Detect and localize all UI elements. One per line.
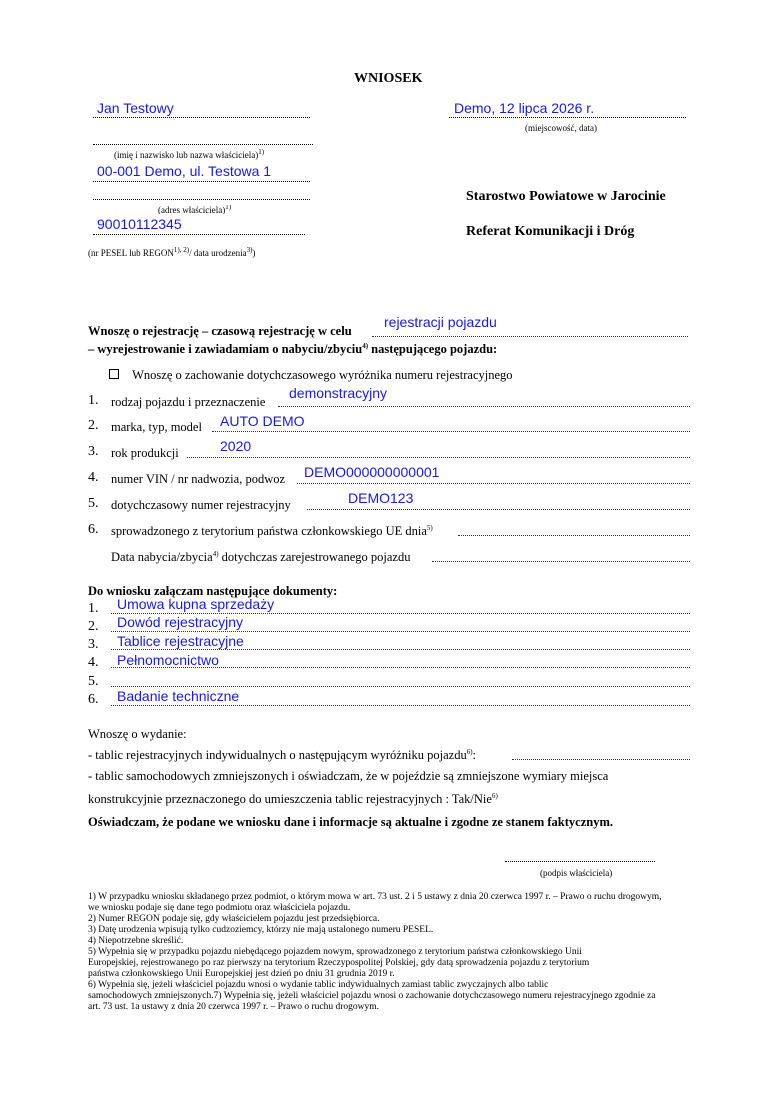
declaration: Oświadczam, że podane we wniosku dane i informacje są aktualne i zgodne ze stanem faktycznym. (88, 815, 613, 829)
footnote-line: 1) W przypadku wniosku składanego przez podmiot, o którym mowa w art. 73 ust. 2 i 5 ustawy z dnia 20 czerwca 1997 r. – Prawo o ruchu drogowym, (88, 892, 662, 902)
vehicle-field-line (212, 431, 690, 432)
attachment-num: 2. (88, 619, 99, 634)
issuance-line3: konstrukcyjnie przeznaczonego do umieszczenia tablic rejestracyjnych : Tak/Nie$^{6)}$ (88, 791, 498, 806)
vehicle-field-label: sprowadzonego z terytorium państwa członkowskiego UE dnia$^{5)}$ (111, 523, 433, 538)
attachment-line (111, 631, 690, 632)
issuance-identifier-line[interactable] (512, 759, 690, 760)
owner-address-line-2 (93, 199, 310, 200)
attachment-num: 1. (88, 601, 99, 616)
footnote-line: 4) Niepotrzebne skreślić. (88, 936, 184, 946)
footnote-line: państwa członkowskiego Unii Europejskiej jest dzień po dniu 31 grudnia 2019 r. (88, 969, 395, 979)
vehicle-field-line (307, 509, 690, 510)
place-date-line (449, 117, 686, 118)
keep-identifier-checkbox[interactable] (109, 369, 119, 379)
attachment-line (111, 705, 690, 706)
vehicle-field-line (187, 457, 690, 458)
attachment-num: 3. (88, 637, 99, 652)
place-date-caption: (miejscowość, data) (525, 123, 597, 133)
request-line1: Wnoszę o rejestrację – czasową rejestrację w celu (88, 324, 352, 338)
footnote-line: 5) Wypełnia się w przypadku pojazdu niebędącego pojazdem nowym, sprowadzonego z terytorium państwa członkowskiego Unii (88, 947, 582, 957)
owner-name-line-2 (93, 144, 313, 145)
vehicle-field-label: rok produkcji (111, 446, 179, 460)
owner-address-line (93, 181, 310, 182)
vehicle-field-num: 1. (88, 393, 99, 408)
keep-identifier-label: Wnoszę o zachowanie dotychczasowego wyróżnika numeru rejestracyjnego (132, 368, 513, 382)
request-line2: – wyrejestrowanie i zawiadamiam o nabyciu/zbyciu$^{4)}$ następującego pojazdu: (88, 341, 498, 356)
vehicle-import-date-line[interactable] (458, 535, 690, 536)
attachment-value[interactable]: Pełnomocnictwo (117, 652, 219, 668)
vehicle-field-label: marka, typ, model (111, 420, 202, 434)
attachment-value[interactable]: Umowa kupna sprzedaży (117, 596, 275, 612)
vehicle-field-label: numer VIN / nr nadwozia, podwoz (111, 472, 286, 486)
attachment-num: 5. (88, 674, 99, 689)
signature-line[interactable] (505, 861, 655, 862)
vehicle-field-label: dotychczasowy numer rejestracyjny (111, 498, 291, 512)
footnote-line: Europejskiej, rejestrowanego po raz pierwszy na terytorium Rzeczypospolitej Polskiej, gdy datą sprowadzenia pojazdu z terytorium (88, 958, 590, 968)
vehicle-field-line (297, 483, 690, 484)
owner-name-line (93, 117, 310, 118)
owner-address-value[interactable]: 00-001 Demo, ul. Testowa 1 (97, 163, 272, 179)
vehicle-field-num: 4. (88, 470, 99, 485)
addressee-line2: Referat Komunikacji i Dróg (466, 224, 635, 239)
footnote-line: we wniosku podaje się dane tego podmiotu oraz właściciela pojazdu. (88, 903, 351, 913)
vehicle-field-num: 3. (88, 444, 99, 459)
owner-pesel-line (93, 234, 305, 235)
issuance-line1: - tablic rejestracyjnych indywidualnych o następującym wyróżniku pojazdu$^{6)}$: (88, 747, 477, 762)
footnote-line: art. 73 ust. 1a ustawy z dnia 20 czerwca 1997 r. – Prawo o ruchu drogowym. (88, 1002, 379, 1012)
vehicle-field-num: 6. (88, 522, 99, 537)
footnote-line: samochodowych zmniejszonych.7) Wypełnia się, jeżeli właściciel pojazdu wnosi o zachowanie dotychczasowego numeru rejestracyjnego zgodnie za (88, 991, 656, 1001)
footnote-line: 2) Numer REGON podaje się, gdy właścicielem pojazdu jest przedsiębiorca. (88, 914, 380, 924)
attachment-value[interactable]: Dowód rejestracyjny (117, 614, 244, 630)
vehicle-prev-plate-value[interactable]: DEMO123 (348, 490, 414, 506)
addressee-line1: Starostwo Powiatowe w Jarocinie (466, 189, 666, 204)
issuance-heading: Wnoszę o wydanie: (88, 727, 187, 741)
vehicle-year-value[interactable]: 2020 (220, 438, 252, 454)
vehicle-type-value[interactable]: demonstracyjny (289, 385, 388, 401)
vehicle-vin-value[interactable]: DEMO000000000001 (304, 464, 440, 480)
attachment-value[interactable]: Tablice rejestracyjne (117, 633, 244, 649)
request-purpose-line (372, 336, 688, 337)
owner-address-caption: (adres właściciela)$^{1)}$ (158, 205, 232, 214)
acquisition-label: Data nabycia/zbycia$^{4)}$ dotychczas zarejestrowanego pojazdu (111, 549, 411, 564)
attachment-value[interactable]: Badanie techniczne (117, 688, 240, 704)
owner-pesel-caption: (nr PESEL lub $REGON^{1), 2)}/$ data urodzenia$^{3)}$) (88, 246, 256, 258)
footnotes (88, 892, 662, 1013)
vehicle-make-value[interactable]: AUTO DEMO (220, 413, 305, 429)
issuance-line2: - tablic samochodowych zmniejszonych i oświadczam, że w pojeździe są zmniejszone wymiary miejsca (88, 769, 609, 783)
attachment-num: 4. (88, 655, 99, 670)
vehicle-field-num: 2. (88, 418, 99, 433)
owner-name-value[interactable]: Jan Testowy (97, 100, 174, 116)
place-date-value[interactable]: Demo, 12 lipca 2026 r. (454, 100, 595, 116)
attachment-line (111, 649, 690, 650)
attachment-num: 6. (88, 692, 99, 707)
vehicle-field-num: 5. (88, 496, 99, 511)
request-purpose-value[interactable]: rejestracji pojazdu (384, 314, 497, 330)
attachments-heading: Do wniosku załączam następujące dokumenty: (88, 584, 338, 598)
footnote-line: 6) Wypełnia się, jeżeli właściciel pojazdu wnosi o wydanie tablic indywidualnych zamiast tablic zwyczajnych albo tablic (88, 980, 549, 990)
vehicle-field-label: rodzaj pojazdu i przeznaczenie (111, 395, 266, 409)
keep-identifier-row[interactable] (109, 368, 513, 383)
footnote-line: 3) Datę urodzenia wpisują tylko cudzoziemcy, którzy nie mają ustalonego numeru PESEL. (88, 925, 434, 935)
owner-name-caption: (imię i nazwisko lub nazwa właściciela)$^{1)}$ (114, 148, 265, 160)
vehicle-field-line (278, 406, 690, 407)
form-title: WNIOSEK (354, 71, 423, 86)
signature-caption: (podpis właściciela) (540, 868, 613, 878)
attachment-line[interactable] (111, 686, 690, 687)
owner-pesel-value[interactable]: 90010112345 (97, 216, 182, 232)
acquisition-date-line[interactable] (432, 561, 690, 562)
